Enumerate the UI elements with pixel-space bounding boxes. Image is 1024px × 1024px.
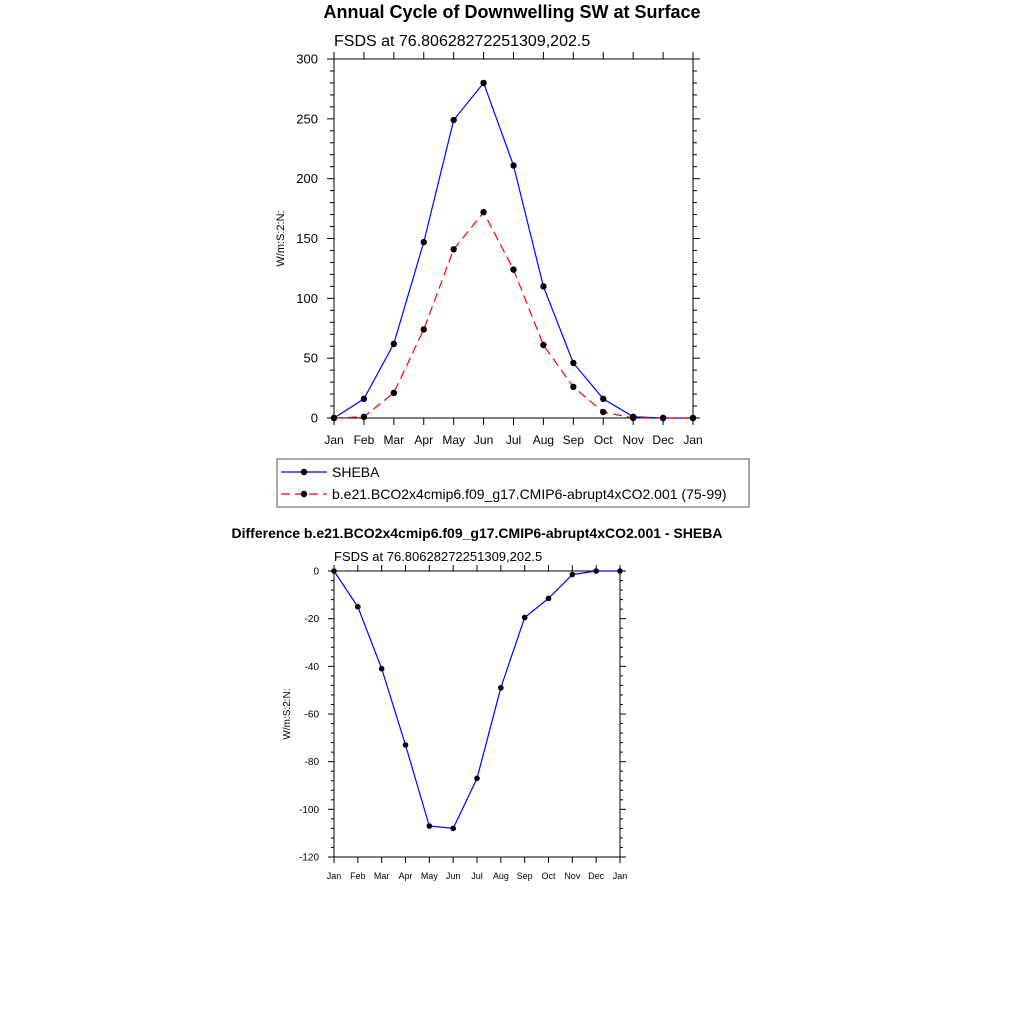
chart-2-y-tick-label: -60 (304, 709, 319, 721)
chart-2-title: Difference b.e21.BCO2x4cmip6.f09_g17.CMIP6-abrupt4xCO2.001 - SHEBA (231, 525, 723, 541)
chart-1-y-tick-label: 50 (303, 350, 318, 366)
chart-1-x-tick-label: May (442, 433, 466, 447)
chart-2-x-tick-label: Nov (564, 871, 581, 881)
chart-2-x-tick-label: Dec (588, 871, 605, 881)
chart-1-y-axis-label: W/m:S:2:N: (275, 210, 287, 267)
chart-2-series-1-line (334, 571, 620, 828)
chart-2-x-tick-label: Aug (492, 871, 509, 881)
chart-1-legend-marker-2 (301, 491, 307, 497)
chart-2-x-tick-label: Jan (612, 871, 628, 881)
chart-1-series-2-point (361, 414, 367, 420)
chart-1-series-2-point (450, 246, 456, 252)
chart-1-series-1-point (600, 396, 606, 402)
chart-2-series-1-point (427, 823, 433, 829)
chart-1-series-2-point (421, 326, 427, 332)
chart-1-y-tick-label: 0 (310, 410, 318, 426)
chart-1-x-tick-label: Dec (652, 433, 674, 447)
chart-2-series-1-point (379, 666, 385, 672)
chart-1-y-tick-label: 300 (296, 51, 318, 67)
chart-1-plot-frame (334, 59, 693, 418)
chart-1-series-2-point (540, 342, 546, 348)
chart-1-series-2-point (600, 409, 606, 415)
chart-1-series-1-point (450, 117, 456, 123)
chart-2-y-tick-label: -40 (304, 661, 319, 673)
chart-2-x-tick-label: Apr (398, 871, 413, 881)
chart-1-x-tick-label: Nov (622, 433, 644, 447)
chart-1-series-2-point (660, 415, 666, 421)
chart-2-x-tick-label: Jun (445, 871, 461, 881)
chart-1-x-tick-label: Apr (414, 433, 434, 447)
chart-1-series-1-point (391, 341, 397, 347)
chart-1-series-1-point (361, 396, 367, 402)
chart-1-series-2-point (690, 415, 696, 421)
chart-1-series-2-point (331, 415, 337, 421)
chart-1-series-2-point (510, 266, 516, 272)
chart-2-y-tick-label: -20 (304, 614, 319, 626)
chart-1-x-tick-label: Jan (683, 433, 703, 447)
chart-1-x-tick-label: Sep (562, 433, 585, 447)
chart-1-x-tick-label: Aug (532, 433, 555, 447)
chart-1-series-1-point (510, 162, 516, 168)
chart-1-title: Annual Cycle of Downwelling SW at Surface (323, 2, 701, 22)
chart-2-y-tick-label: -100 (298, 804, 319, 816)
chart-2-series-1-point (331, 568, 337, 574)
chart-2-y-axis-label: W/m:S:2:N: (282, 688, 293, 740)
chart-1-series-1-point (570, 360, 576, 366)
chart-2-y-tick-label: -80 (304, 757, 319, 769)
chart-1-x-tick-label: Jun (473, 433, 494, 447)
chart-2-series-1-point (403, 742, 409, 748)
chart-2-x-tick-label: Oct (541, 871, 556, 881)
chart-2-series-1-point (474, 776, 480, 782)
chart-2-subtitle: FSDS at 76.80628272251309,202.5 (334, 549, 543, 564)
chart-1-series-1-point (480, 80, 486, 86)
chart-2-series-1-point (450, 826, 456, 832)
chart-1-x-tick-label: Mar (383, 433, 405, 447)
chart-2-x-tick-label: Sep (516, 871, 533, 881)
chart-2-series-1-point (593, 568, 599, 574)
chart-1-subtitle: FSDS at 76.80628272251309,202.5 (334, 33, 591, 50)
chart-2-series-1-point (498, 685, 504, 691)
chart-1-series-2-line (334, 212, 693, 418)
chart-2-plot-frame (334, 571, 620, 857)
chart-1-y-tick-label: 100 (296, 290, 318, 306)
chart-1-y-tick-label: 200 (296, 171, 318, 187)
chart-2-y-tick-label: 0 (313, 566, 319, 578)
chart-1-x-tick-label: Feb (353, 433, 375, 447)
chart-2-x-tick-label: Mar (373, 871, 390, 881)
chart-2-x-tick-label: Feb (350, 871, 366, 881)
chart-2-series-1-point (355, 604, 361, 610)
chart-1-series-2-point (391, 390, 397, 396)
chart-2-x-tick-label: Jul (471, 871, 483, 881)
chart-1-series-1-point (421, 239, 427, 245)
chart-1-series-1-line (334, 83, 693, 418)
chart-1-x-tick-label: Oct (593, 433, 613, 447)
chart-2-y-tick-label: -120 (298, 852, 319, 864)
chart-1-y-tick-label: 150 (296, 231, 318, 247)
chart-2-series-1-point (617, 568, 623, 574)
chart-1-series-2-point (480, 209, 486, 215)
chart-2-series-1-point (522, 615, 528, 621)
chart-1-series-2-point (630, 415, 636, 421)
chart-2-x-tick-label: Jan (326, 871, 342, 881)
chart-1-legend-label-2: b.e21.BCO2x4cmip6.f09_g17.CMIP6-abrupt4xCO2.001 (75-99) (332, 486, 727, 502)
chart-1-legend-marker-1 (301, 469, 307, 475)
chart-1-series-1-point (540, 283, 546, 289)
chart-1-x-tick-label: Jul (505, 433, 522, 447)
chart-1-x-tick-label: Jan (324, 433, 344, 447)
chart-1-y-tick-label: 250 (296, 111, 318, 127)
chart-1-series-2-point (570, 384, 576, 390)
chart-2-series-1-point (570, 572, 576, 578)
chart-1-legend-label-1: SHEBA (332, 464, 380, 480)
chart-2-x-tick-label: May (420, 871, 438, 881)
chart-2-series-1-point (546, 596, 552, 602)
